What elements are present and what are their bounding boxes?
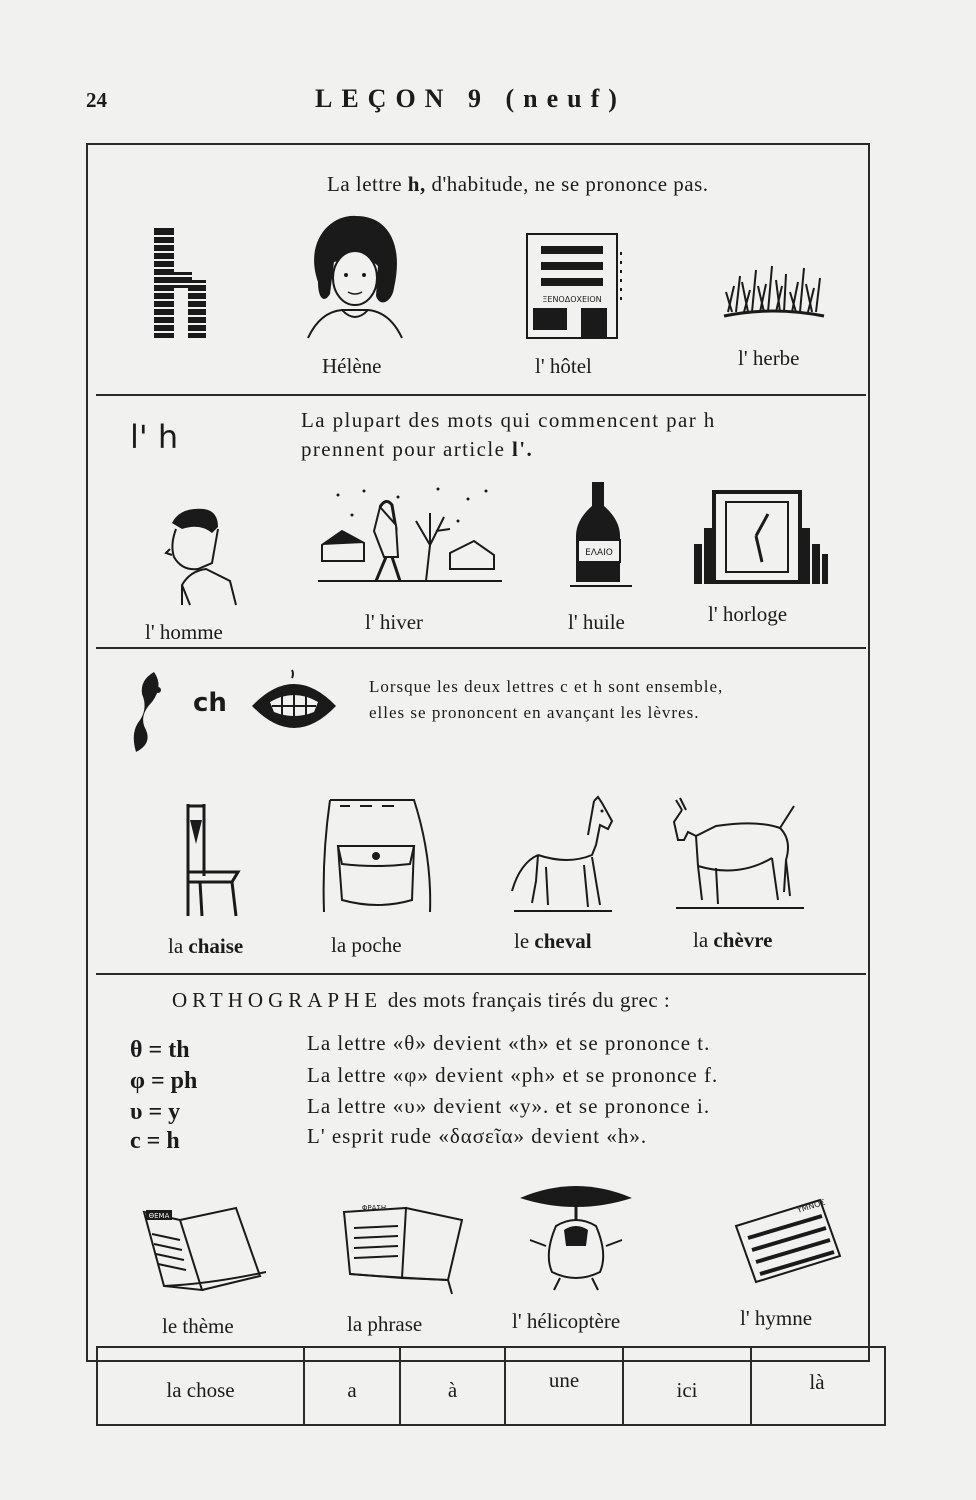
caption-helene: Hélène [322,354,382,378]
helicoptere-illustration [516,1180,636,1292]
helene-illustration [300,212,410,340]
section2-text-line1: La plupart des mots qui commencent par h [301,408,716,432]
hymn-label: ΥΜΝΟΣ [795,1197,827,1215]
formula-theta: θ = th [130,1037,190,1063]
cheval-illustration [508,795,616,917]
section4-heading: ORTHOGRAPHE des mots français tirés du grec : [172,988,671,1012]
vocab-cell: à [447,1377,458,1402]
phrase-label: ΦΡΑΣΗ [361,1204,387,1212]
page-number: 24 [86,88,107,112]
phrase-illustration [340,1198,470,1298]
mouth-illustration [248,668,340,742]
vocab-cell: a [347,1377,357,1402]
caption-horloge: l' horloge [708,602,788,626]
caption-herbe: l' herbe [738,346,800,370]
vocab-cell: une [548,1367,580,1392]
huile-illustration [570,480,632,590]
caption-hymne: l' hymne [740,1306,813,1330]
caption-homme: l' homme [145,620,223,644]
homme-illustration [160,505,240,607]
section2-label: l' h [130,418,179,456]
section3-text-line1: Lorsque les deux lettres c et h sont ensemble, [369,677,724,696]
poche-illustration [320,796,435,914]
vocab-cell: la chose [166,1377,235,1402]
chevre-illustration [668,796,808,921]
grass-illustration [720,256,828,322]
caption-cheval: le cheval [514,929,592,953]
bottle-label: ΕΛΑΙΟ [585,548,613,558]
caption-chevre: la chèvre [693,928,773,952]
section3-label: ch [193,688,227,718]
theme-illustration [140,1200,270,1296]
horloge-illustration [690,488,840,588]
vocab-cell: ici [676,1377,698,1402]
page-title: LEÇON 9 (neuf) [315,84,626,113]
divider [96,647,866,649]
chaise-illustration [182,800,244,920]
caption-hotel: l' hôtel [535,354,592,378]
section2-text-line2: prennent pour article l'. [301,437,534,461]
caption-poche: la poche [331,933,402,957]
caption-chaise: la chaise [168,934,244,958]
rule-phi: La lettre «φ» devient «ph» et se prononce f. [307,1063,719,1087]
section1-intro: La lettre h, d'habitude, ne se prononce pas. [327,172,709,196]
caption-theme: le thème [162,1314,234,1338]
caption-phrase: la phrase [347,1312,423,1336]
hotel-sign: ΞΕΝΟΔΟΧΕΙΟΝ [542,295,602,304]
hiver-illustration [318,485,503,587]
divider [96,394,866,396]
caption-huile: l' huile [568,610,625,634]
formula-phi: φ = ph [130,1068,198,1094]
hotel-illustration [525,232,635,342]
rule-spiritus: L' esprit rude «δασεῖα» devient «h». [307,1124,648,1148]
hymne-illustration [732,1196,844,1286]
section3-text-line2: elles se prononcent en avançant les lèvres. [369,703,700,722]
formula-upsilon: υ = y [130,1099,181,1125]
theme-label: ΘΕΜΑ [148,1212,170,1220]
rule-theta: La lettre «θ» devient «th» et se prononce t. [307,1031,711,1055]
divider [96,973,866,975]
caption-hiver: l' hiver [365,610,424,634]
lips-side-illustration [128,668,190,754]
rule-upsilon: La lettre «υ» devient «y». et se prononce i. [307,1094,711,1118]
letter-h-illustration [152,228,212,340]
formula-spiritus: c = h [130,1128,180,1154]
caption-helicoptere: l' hélicoptère [512,1309,621,1333]
vocab-cell: là [809,1369,825,1394]
